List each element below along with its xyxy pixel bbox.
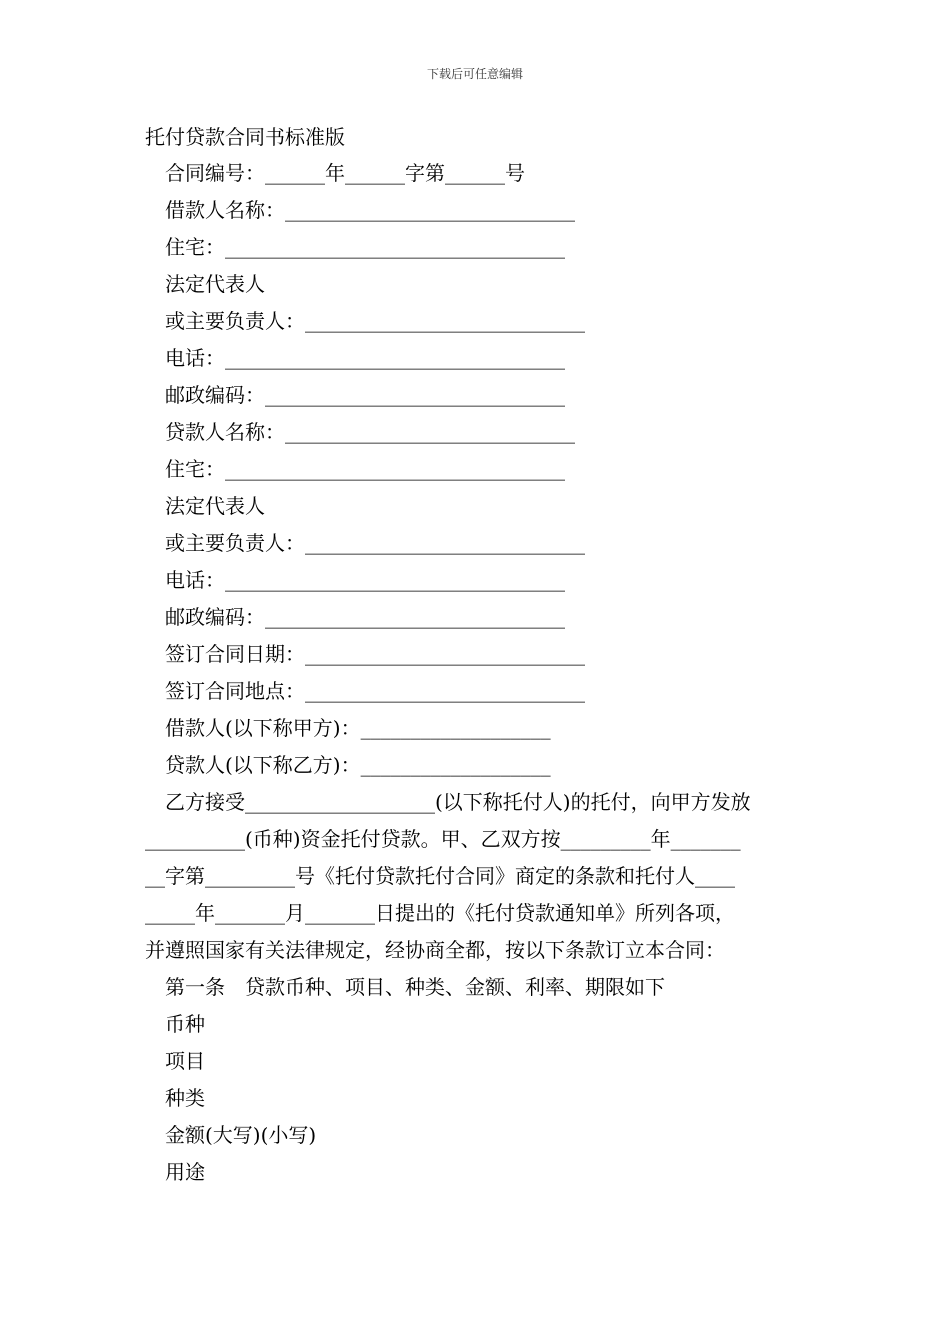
currency-label: 币种 <box>165 1012 205 1036</box>
article-one-heading: 第一条 贷款币种、项目、种类、金额、利率、期限如下 <box>165 975 665 999</box>
lender-legal-rep-label: 法定代表人 <box>165 494 265 518</box>
paragraph-line: 并遵照国家有关法律规定，经协商全都，按以下条款订立本合同： <box>145 938 725 962</box>
document-body <box>145 120 810 1191</box>
party-a-line: 借款人(以下称甲方)：___________________ <box>165 716 551 740</box>
lender-address-line: 住宅：__________________________________ <box>165 457 565 481</box>
party-b-line: 贷款人(以下称乙方)：___________________ <box>165 753 551 777</box>
document-title: 托付贷款合同书标准版 <box>145 125 345 149</box>
borrower-phone-line: 电话：__________________________________ <box>165 346 565 370</box>
signing-date-line: 签订合同日期：____________________________ <box>165 642 585 666</box>
preamble-paragraph <box>145 784 810 969</box>
borrower-name-line: 借款人名称：_____________________________ <box>165 198 575 222</box>
project-label: 项目 <box>165 1049 205 1073</box>
page-header: 下载后可任意编辑 <box>426 67 523 81</box>
paragraph-line: __________(币种)资金托付贷款。甲、乙双方按_________年_______ <box>145 827 741 851</box>
borrower-postcode-line: 邮政编码：______________________________ <box>165 383 565 407</box>
lender-name-line: 贷款人名称：_____________________________ <box>165 420 575 444</box>
paragraph-line: _____年_______月_______日提出的《托付贷款通知单》所列各项， <box>145 901 735 925</box>
borrower-legal-rep-label: 法定代表人 <box>165 272 265 296</box>
amount-label: 金额(大写)(小写) <box>165 1123 317 1147</box>
signing-place-line: 签订合同地点：____________________________ <box>165 679 585 703</box>
paragraph-line: 乙方接受___________________(以下称托付人)的托付，向甲方发放 <box>145 790 751 814</box>
borrower-principal-line: 或主要负责人：____________________________ <box>165 309 585 333</box>
purpose-label: 用途 <box>165 1160 205 1184</box>
paragraph-line: __字第_________号《托付贷款托付合同》商定的条款和托付人____ <box>145 864 735 888</box>
type-label: 种类 <box>165 1086 205 1110</box>
lender-phone-line: 电话：__________________________________ <box>165 568 565 592</box>
lender-principal-line: 或主要负责人：____________________________ <box>165 531 585 555</box>
lender-postcode-line: 邮政编码：______________________________ <box>165 605 565 629</box>
contract-number-line: 合同编号：______年______字第______号 <box>165 161 525 185</box>
borrower-address-line: 住宅：__________________________________ <box>165 235 565 259</box>
